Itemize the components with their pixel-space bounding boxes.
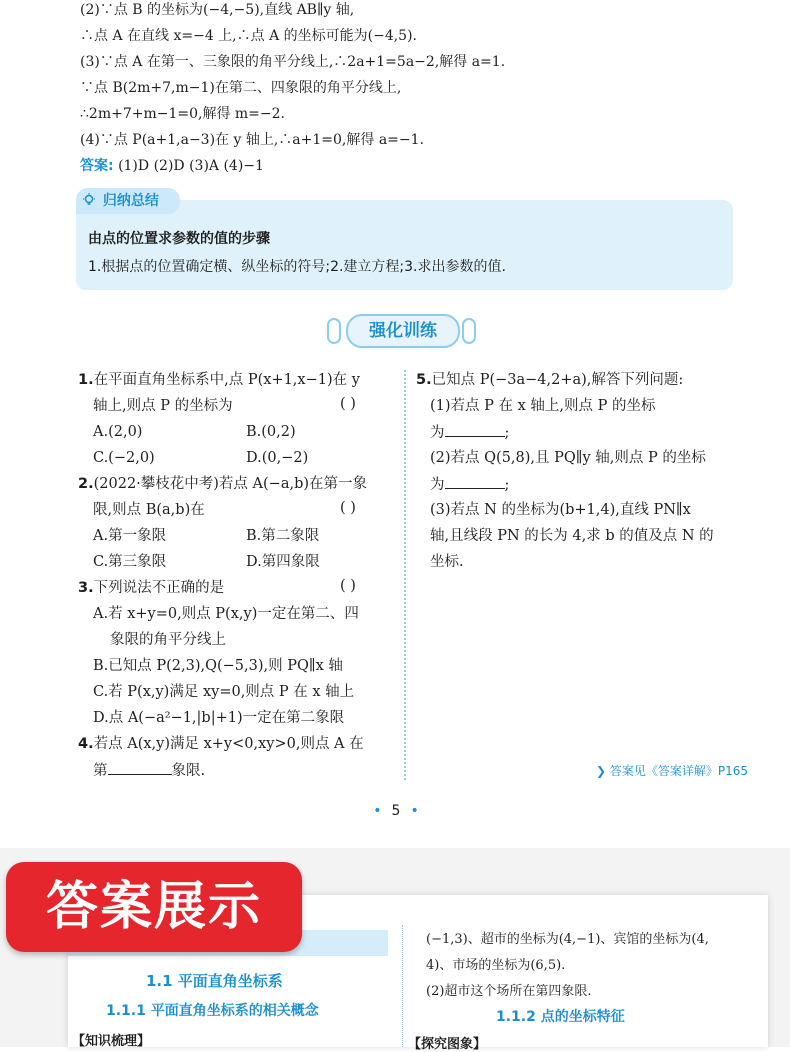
answer-reference-text: 答案见《答案详解》P165 [609, 764, 749, 778]
summary-text: 1.根据点的位置确定横、纵坐标的符号;2.建立方程;3.求出参数的值. [88, 259, 506, 275]
solution-line-6: (4)∵点 P(a+1,a−3)在 y 轴上,∴a+1=0,解得 a=−1. [80, 132, 424, 148]
q1-number: 1. [78, 372, 94, 388]
q2-option-b: B.第二象限 [246, 528, 320, 544]
q4-line2 [93, 760, 205, 781]
page-number [360, 803, 432, 819]
q2-line2: 限,则点 B(a,b)在 [93, 502, 205, 518]
q3-text-1: 下列说法不正确的是 [93, 580, 225, 596]
q1-line2: 轴上,则点 P 的坐标为 [93, 398, 233, 414]
q2-answer-paren: ( ) [340, 500, 356, 516]
q1-answer-paren: ( ) [340, 396, 356, 412]
q5-sub3-line3: 坐标. [430, 554, 464, 570]
q5-sub2-end: ; [504, 477, 510, 493]
preview-right-tag: 【探究图象】 [408, 1037, 487, 1052]
solution-line-3: (3)∵点 A 在第一、三象限的角平分线上,∴2a+1=5a−2,解得 a=1. [80, 54, 506, 70]
answer-line [80, 156, 264, 176]
q5-sub2-line1: (2)若点 Q(5,8),且 PQ∥y 轴,则点 P 的坐标 [430, 450, 706, 466]
q5-sub1-line1: (1)若点 P 在 x 轴上,则点 P 的坐标 [430, 398, 656, 414]
q3-number: 3. [78, 580, 94, 596]
summary-title: 由点的位置求参数的值的步骤 [88, 231, 270, 247]
dot-icon: • [410, 803, 419, 819]
q4-text-2a: 第 [93, 763, 108, 779]
q3-option-a-2: 象限的角平分线上 [110, 632, 226, 648]
q5-sub2-text: 为 [430, 477, 445, 493]
q5-sub2-blank[interactable] [445, 474, 505, 489]
q5-line1 [416, 370, 683, 390]
q3-line1 [78, 578, 224, 598]
q5-sub2-line2 [430, 474, 509, 495]
q4-number: 4. [78, 736, 94, 752]
q1-option-a: A.(2,0) [93, 424, 143, 440]
q2-line1 [78, 474, 367, 494]
q5-sub1-line2 [430, 422, 509, 443]
q1-option-b: B.(0,2) [246, 424, 296, 440]
solution-line-4: ∵点 B(2m+7,m−1)在第二、四象限的角平分线上, [80, 80, 402, 96]
preview-left-tag: 【知识梳理】 [72, 1034, 151, 1049]
q2-option-c: C.第三象限 [93, 554, 167, 570]
preview-right-line3: (2)超市这个场所在第四象限. [426, 984, 592, 999]
q4-text-2b: 象限. [171, 763, 206, 779]
training-header: 强化训练 [346, 314, 460, 348]
q5-sub3-line1: (3)若点 N 的坐标为(b+1,4),直线 PN∥x [430, 502, 691, 518]
q5-sub1-blank[interactable] [445, 422, 505, 437]
preview-right-line1: (−1,3)、超市的坐标为(4,−1)、宾馆的坐标为(4, [426, 932, 709, 947]
answer-reference[interactable] [596, 762, 748, 779]
q3-option-a-1: A.若 x+y=0,则点 P(x,y)一定在第二、四 [93, 606, 359, 622]
q2-option-d: D.第四象限 [246, 554, 320, 570]
q3-option-b: B.已知点 P(2,3),Q(−5,3),则 PQ∥x 轴 [93, 658, 343, 674]
q4-line1 [78, 734, 364, 754]
preview-section-title: 1.1 平面直角坐标系 [146, 972, 283, 990]
q4-blank[interactable] [108, 760, 172, 775]
answer-showcase-badge: 答案展示 [6, 862, 302, 952]
answer-value: (1)D (2)D (3)A (4)−1 [118, 158, 264, 174]
solution-line-1: (2)∵点 B 的坐标为(−4,−5),直线 AB∥y 轴, [80, 2, 355, 18]
header-decoration-right [462, 318, 476, 344]
preview-column-divider [402, 925, 403, 1047]
q2-number: 2. [78, 476, 94, 492]
summary-tab [76, 188, 180, 214]
answer-label: 答案: [80, 158, 114, 174]
q1-option-d: D.(0,−2) [246, 450, 309, 466]
q3-option-d: D.点 A(−a²−1,|b|+1)一定在第二象限 [93, 710, 345, 726]
solution-line-2: ∴点 A 在直线 x=−4 上,∴点 A 的坐标可能为(−4,5). [80, 28, 418, 44]
lightbulb-icon [82, 188, 98, 214]
preview-subsection-title: 1.1.1 平面直角坐标系的相关概念 [106, 1003, 319, 1019]
dot-icon: • [373, 803, 382, 819]
summary-tab-label: 归纳总结 [102, 193, 159, 209]
q3-option-c: C.若 P(x,y)满足 xy=0,则点 P 在 x 轴上 [93, 684, 355, 700]
q5-number: 5. [416, 372, 432, 388]
q5-sub1-text: 为 [430, 425, 445, 441]
q5-sub1-end: ; [504, 425, 510, 441]
q4-text-1: 若点 A(x,y)满足 x+y<0,xy>0,则点 A 在 [93, 736, 364, 752]
chevron-right-icon: ❯ [596, 764, 610, 778]
header-decoration-left [327, 318, 341, 344]
q2-text-1: (2022·攀枝花中考)若点 A(−a,b)在第一象 [93, 476, 368, 492]
q1-option-c: C.(−2,0) [93, 450, 155, 466]
q2-option-a: A.第一象限 [93, 528, 167, 544]
column-divider [404, 370, 406, 780]
solution-line-5: ∴2m+7+m−1=0,解得 m=−2. [80, 106, 286, 122]
q3-answer-paren: ( ) [340, 578, 356, 594]
q5-sub3-line2: 轴,且线段 PN 的长为 4,求 b 的值及点 N 的 [430, 528, 714, 544]
q1-text-1: 在平面直角坐标系中,点 P(x+1,x−1)在 y [93, 372, 360, 388]
q5-text-1: 已知点 P(−3a−4,2+a),解答下列问题: [431, 372, 684, 388]
q1-line1 [78, 370, 360, 390]
preview-right-line2: 4)、市场的坐标为(6,5). [426, 958, 566, 973]
preview-right-title: 1.1.2 点的坐标特征 [496, 1009, 625, 1025]
page-number-value: 5 [391, 803, 401, 819]
